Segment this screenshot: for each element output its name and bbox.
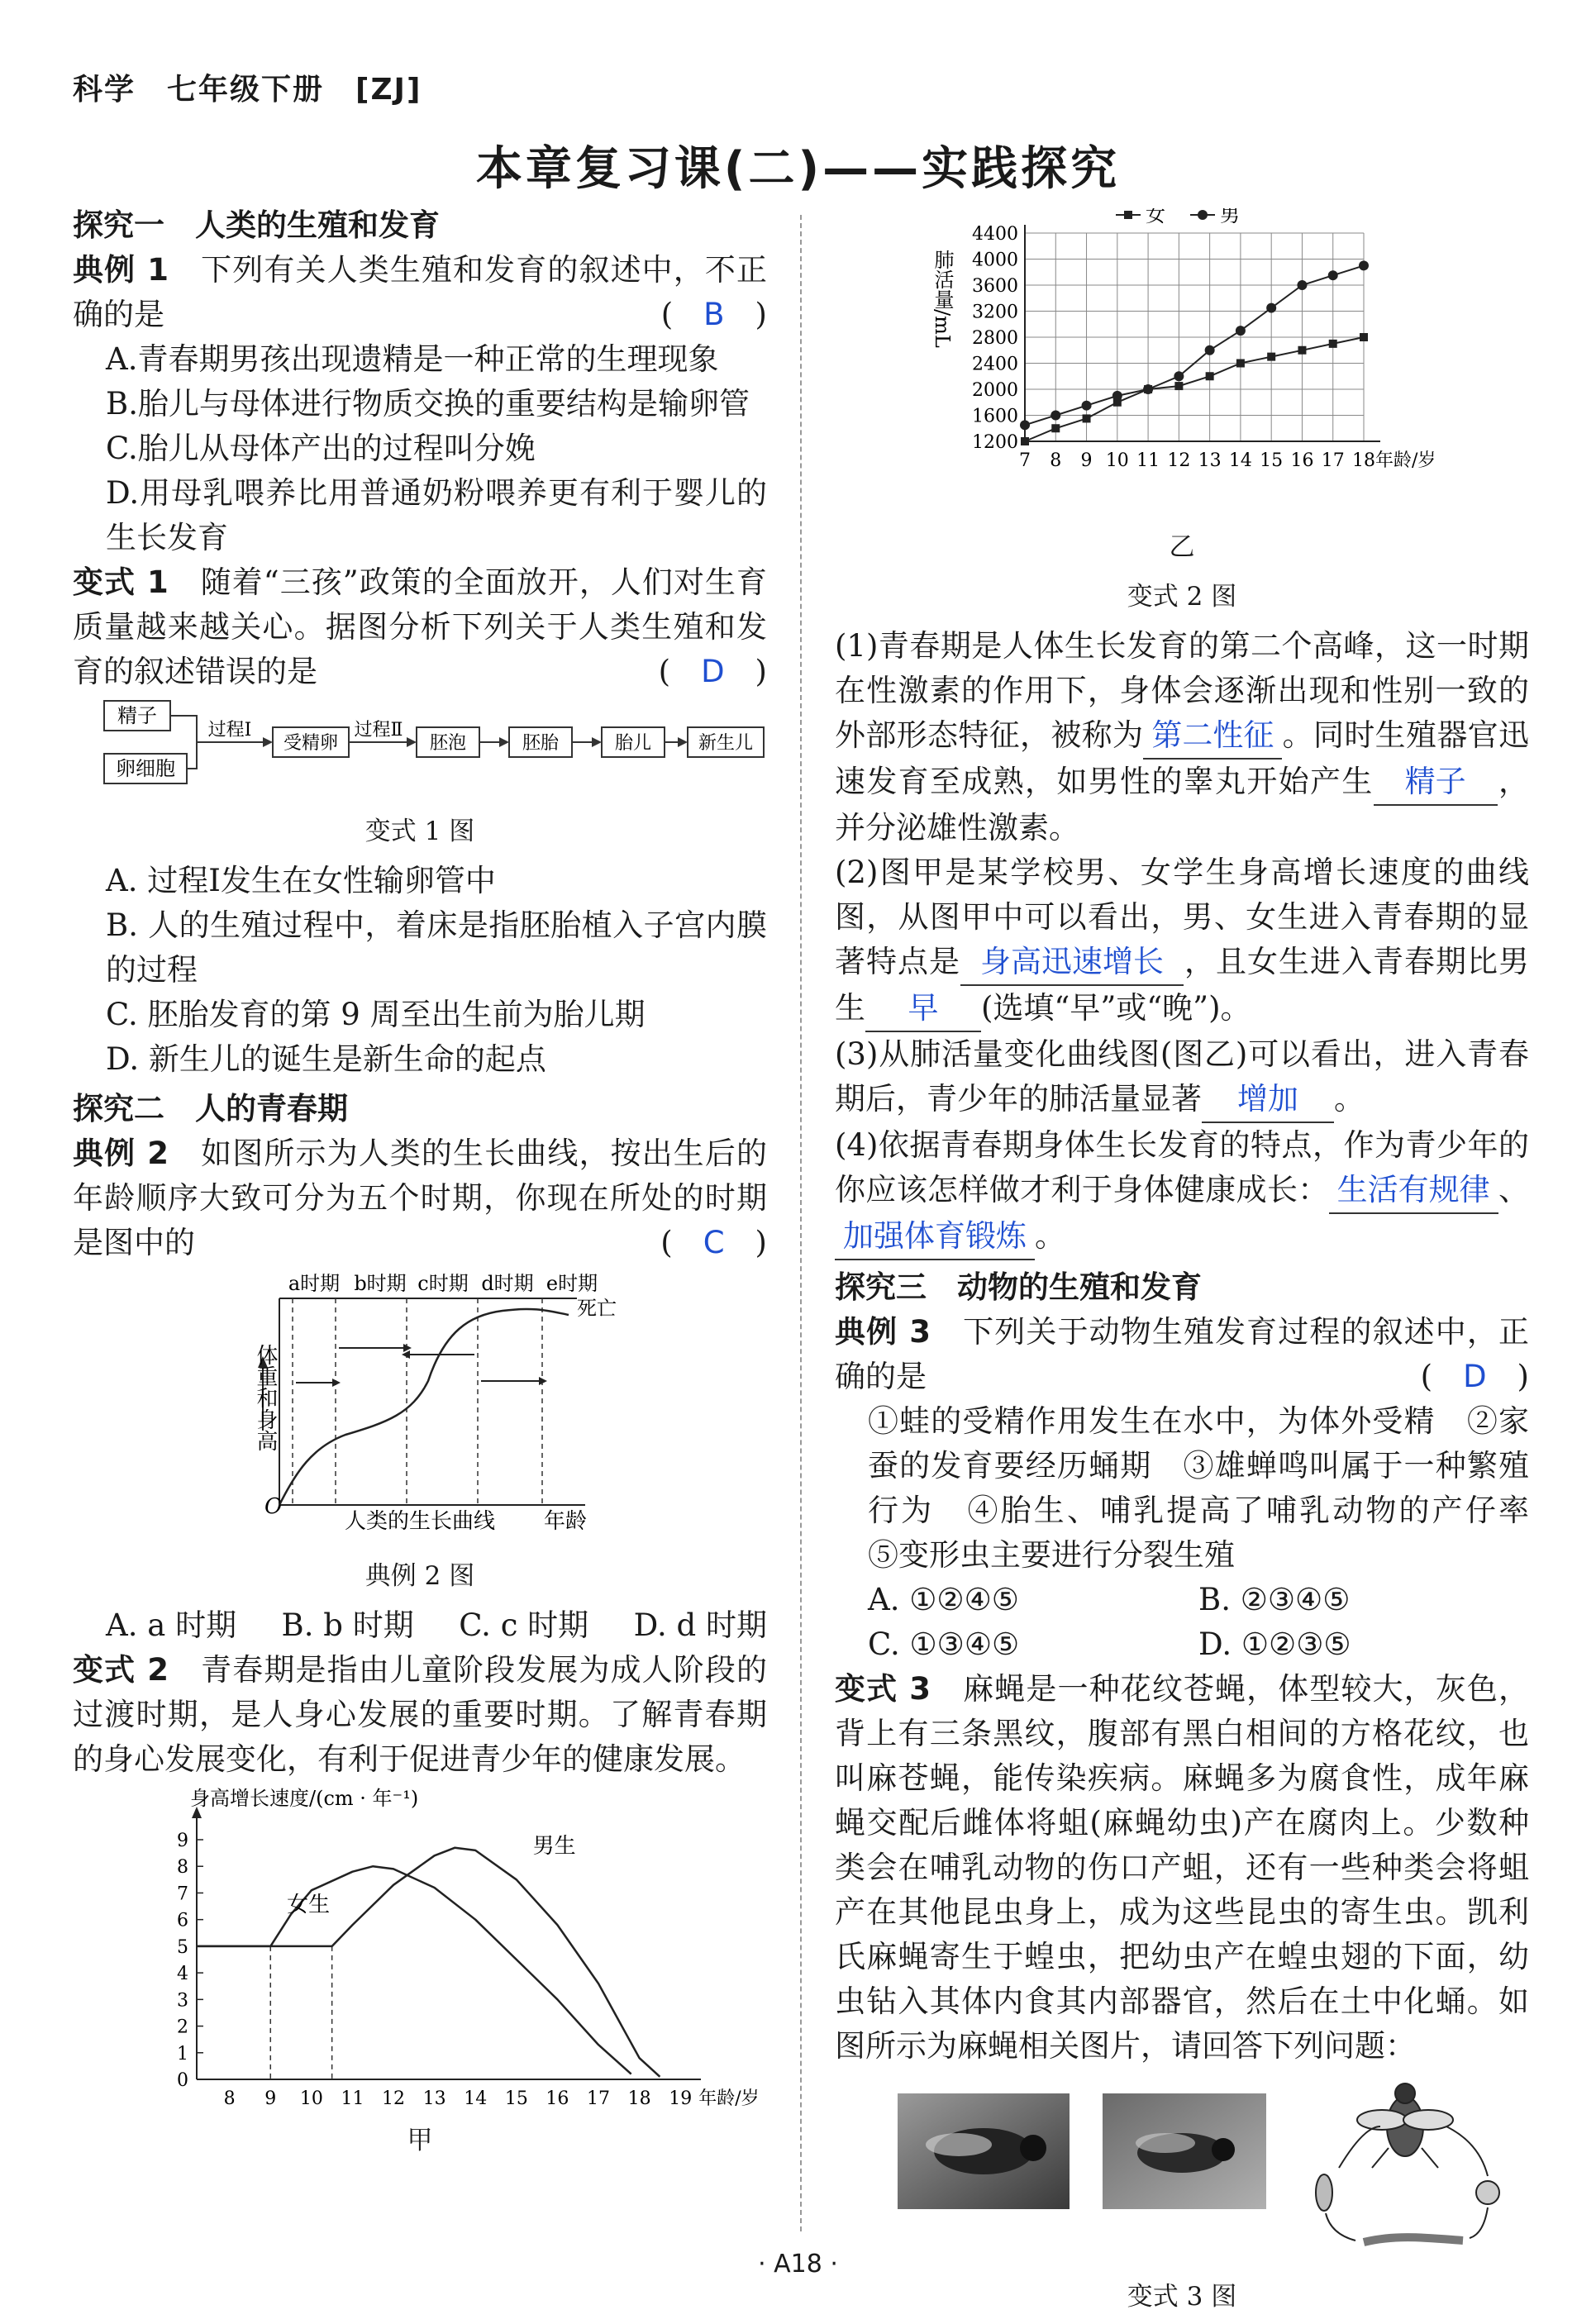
flow-sperm: 精子	[117, 704, 157, 727]
variant-3-stem: 变式 3 麻蝇是一种花纹苍蝇，体型较大，灰色，背上有三条黑纹，腹部有黑白相间的方格花纹，也叫麻苍蝇，能传染疾病。麻蝇多为腐食性，成年麻蝇交配后雌体将蛆(麻蝇幼虫)产在腐肉上。少数种类会在哺乳动物的伤口产蛆，还有一些种类会将蛆产在其他昆虫身上，成为这些昆虫的寄生虫。凯利氏麻蝇寄生于蝗虫，把幼虫产在蝗虫翅的下面，幼虫钻入其体内食其内部器官，然后在土中化蛹。如图所示为麻蝇相关图片，请回答下列问题：	[835, 1671, 1529, 2064]
option: A. a 时期	[106, 1607, 237, 1643]
data-point	[1174, 371, 1184, 381]
y-tick-label: 1200	[972, 432, 1018, 453]
x-tick-label: 16	[545, 2088, 569, 2109]
legend-label: 女	[1146, 208, 1165, 226]
option: C. 胚胎发育的第 9 周至出生前为胎儿期	[106, 997, 646, 1032]
x-tick-label: 9	[1080, 450, 1093, 471]
data-point	[1051, 411, 1060, 421]
death-label: 死亡	[577, 1297, 617, 1320]
flow-embryo: 胚胎	[522, 733, 560, 754]
y-tick-label: 3	[177, 1990, 188, 2012]
data-point	[1051, 424, 1060, 432]
example-3-stem: 典例 3 下列关于动物生殖发育过程的叙述中，正确的是 ( D )	[835, 1310, 1529, 1399]
x-tick-label: 15	[504, 2088, 528, 2109]
chart-title: 身高增长速度/(cm · 年⁻¹)	[190, 1787, 419, 1810]
page-title: 本章复习课(二)——实践探究	[475, 142, 1121, 196]
book-header: 科学 七年级下册 [ZJ]	[73, 73, 422, 107]
question-2: (2)图甲是某学校男、女学生身高增长速度的曲线图，从图甲中可以看出，男、女生进入青春期的显著特点是 身高迅速增长 ，且女生进入青春期比男生 早 (选填“早”或“晚”)。	[835, 850, 1529, 1032]
x-tick-label: 7	[1019, 450, 1031, 471]
data-point	[1174, 382, 1183, 390]
y-tick-label: 3200	[972, 302, 1018, 323]
option: B. 人的生殖过程中，着床是指胚胎植入子宫内膜的过程	[106, 907, 767, 988]
section-1-heading: 探究一 人类的生殖和发育	[73, 207, 440, 243]
x-tick-label: 17	[1321, 450, 1345, 471]
legend-label: 男	[1220, 208, 1240, 226]
reproduction-flowchart	[73, 694, 767, 793]
data-point	[1083, 414, 1091, 422]
fly-life-cycle	[1316, 2084, 1499, 2242]
y-tick-label: 3600	[972, 276, 1018, 297]
fly-photo-1	[898, 2093, 1070, 2209]
flow-process-2: 过程Ⅱ	[354, 720, 403, 741]
series-line	[197, 1848, 660, 2077]
data-point	[1236, 326, 1246, 336]
option: C. c 时期	[459, 1607, 589, 1643]
x-tick-label: 11	[1136, 450, 1160, 471]
option: D. d 时期	[633, 1607, 767, 1643]
x-axis-label: 年龄/岁	[698, 2088, 760, 2109]
x-tick-label: 15	[1260, 450, 1284, 471]
data-point	[1298, 346, 1306, 355]
answer-value: B	[703, 297, 725, 332]
chart-title: 肺活量/mL	[931, 250, 954, 348]
y-tick-label: 1600	[972, 406, 1018, 427]
option: C.胎儿从母体产出的过程叫分娩	[106, 431, 536, 466]
answer-value: D	[1463, 1359, 1487, 1394]
option: B.胎儿与母体进行物质交换的重要结构是输卵管	[106, 386, 750, 421]
data-point	[1359, 260, 1369, 270]
example-1-options	[73, 337, 767, 560]
lung-capacity-chart	[835, 208, 1529, 522]
period-label-a: a时期	[288, 1272, 341, 1295]
legend-marker	[1124, 211, 1132, 219]
flow-egg: 卵细胞	[116, 757, 175, 780]
data-point	[1206, 372, 1214, 380]
growth-curve-label: 人类的生长曲线	[344, 1509, 496, 1534]
option: A. ①②④⑤	[868, 1582, 1019, 1617]
question-3: (3)从肺活量变化曲线图(图乙)可以看出，进入青春期后，青少年的肺活量显著 增加 。	[835, 1032, 1529, 1123]
answer-bracket: ( D )	[658, 654, 767, 689]
y-tick-label: 9	[177, 1831, 188, 1851]
growth-curve-figure	[73, 1265, 767, 1538]
x-tick-label: 19	[669, 2088, 693, 2109]
answer-value: C	[703, 1225, 725, 1260]
x-tick-label: 18	[1352, 450, 1375, 471]
example-1-stem: 典例 1 下列有关人类生殖和发育的叙述中，不正确的是 ( B )	[73, 248, 767, 337]
series-label: 男生	[532, 1834, 576, 1860]
x-tick-label: 14	[464, 2088, 488, 2109]
y-tick-label: 6	[177, 1910, 188, 1931]
example-2-stem: 典例 2 如图所示为人类的生长曲线，按出生后的年龄顺序大致可分为五个时期，你现在所处的时期是图中的 ( C )	[73, 1131, 767, 1265]
right-column	[835, 208, 1560, 2324]
answer-value: D	[701, 654, 725, 689]
y-tick-label: 4	[177, 1964, 188, 1985]
x-tick-label: 14	[1228, 450, 1252, 471]
growth-ylabel: 体重和身高	[253, 1344, 278, 1451]
x-tick-label: 10	[1105, 450, 1129, 471]
question-4: (4)依据青春期身体生长发育的特点，作为青少年的你应该怎样做才利于身体健康成长： 生活有规律 、加强体育锻炼 。	[835, 1123, 1529, 1260]
example-3-items: ①蛙的受精作用发生在水中，为体外受精 ②家蚕的发育要经历蛹期 ③雄蝉鸣叫属于一种繁殖行为 ④胎生、哺乳提高了哺乳动物的产仔率 ⑤变形虫主要进行分裂生殖	[868, 1403, 1560, 1573]
data-point	[1329, 340, 1337, 348]
data-point	[1297, 280, 1307, 290]
y-tick-label: 7	[177, 1883, 188, 1905]
page-number: · A18 ·	[758, 2250, 838, 2279]
x-tick-label: 8	[223, 2088, 236, 2109]
data-point	[1360, 333, 1368, 341]
option: D. ①②③⑤	[1198, 1626, 1351, 1662]
flow-fetus: 胎儿	[614, 733, 652, 754]
example-3-options	[835, 1578, 1529, 1667]
answer-blank: 精子	[1374, 760, 1498, 806]
period-label-e: e时期	[545, 1272, 598, 1295]
data-point	[1267, 353, 1275, 361]
section-3-heading: 探究三 动物的生殖和发育	[835, 1269, 1202, 1305]
answer-bracket: ( C )	[660, 1225, 767, 1260]
variant-3-caption: 变式 3 图	[1127, 2282, 1237, 2312]
answer-blank: 生活有规律	[1329, 1168, 1498, 1214]
series-line	[1025, 265, 1364, 425]
variant-1-caption: 变式 1 图	[364, 817, 475, 846]
x-tick-label: 12	[1167, 450, 1191, 471]
variant-1-options	[73, 859, 767, 1082]
variant-2-stem: 变式 2 青春期是指由儿童阶段发展为成人阶段的过渡时期，是人身心发展的重要时期。了解青春期的身心发展变化，有利于促进青少年的健康发展。	[73, 1652, 767, 1777]
x-axis-label: 年龄/岁	[1375, 450, 1436, 471]
example-2-options	[73, 1603, 767, 1648]
option: C. ①③④⑤	[868, 1626, 1020, 1662]
y-tick-label: 2400	[972, 354, 1018, 375]
data-point	[1020, 420, 1030, 430]
y-tick-label: 5	[177, 1936, 188, 1958]
question-1: (1)青春期是人体生长发育的第二个高峰，这一时期在性激素的作用下，身体会逐渐出现和性别一致的外部形态特征，被称为 第二性征 。同时生殖器官迅速发育至成熟，如男性的睾丸开始产生 精子 ，并分泌雄性激素。	[835, 628, 1530, 845]
section-2-heading: 探究二 人的青春期	[73, 1091, 348, 1126]
data-point	[1143, 384, 1153, 394]
y-tick-label: 8	[177, 1857, 188, 1879]
data-point	[1205, 345, 1215, 355]
period-label-c: c时期	[417, 1272, 469, 1295]
height-growth-chart	[73, 1782, 767, 2112]
chart-jia-caption: 甲	[407, 2126, 433, 2155]
option: A.青春期男孩出现遗精是一种正常的生理现象	[106, 341, 719, 377]
y-tick-label: 1	[177, 2043, 188, 2064]
left-column	[73, 198, 767, 2168]
x-tick-label: 12	[382, 2088, 406, 2109]
answer-blank: 早	[865, 986, 981, 1032]
chart-yi-label: 乙	[1169, 532, 1195, 562]
option: A. 过程Ⅰ发生在女性输卵管中	[106, 863, 496, 898]
variant-1-stem: 变式 1 随着“三孩”政策的全面放开，人们对生育质量越来越关心。据图分析下列关于人类生殖和发育的叙述错误的是 ( D )	[73, 560, 767, 694]
data-point	[1236, 360, 1245, 368]
y-tick-label: 2	[177, 2017, 188, 2038]
flow-blastocyst: 胚泡	[429, 733, 467, 754]
growth-xlabel: 年龄	[544, 1509, 588, 1534]
data-point	[1021, 437, 1029, 445]
y-tick-label: 2800	[972, 328, 1018, 349]
column-divider	[800, 215, 802, 2231]
x-tick-label: 9	[264, 2088, 277, 2109]
answer-blank: 增加	[1202, 1077, 1334, 1123]
answer-blank: 身高迅速增长	[960, 940, 1184, 986]
answer-bracket: ( D )	[1420, 1359, 1529, 1394]
x-tick-label: 10	[299, 2088, 323, 2109]
flow-process-1: 过程Ⅰ	[207, 720, 252, 741]
period-label-d: d时期	[481, 1272, 534, 1295]
option: D.用母乳喂养比用普通奶粉喂养更有利于婴儿的生长发育	[106, 475, 767, 555]
flow-newborn: 新生儿	[698, 733, 754, 754]
x-tick-label: 13	[422, 2088, 446, 2109]
fly-photo-2	[1103, 2093, 1266, 2209]
answer-bracket: ( B )	[660, 297, 767, 332]
variant-2-caption: 变式 2 图	[1127, 582, 1237, 612]
legend-marker	[1198, 210, 1208, 220]
period-label-b: b时期	[354, 1272, 407, 1295]
answer-blank: 加强体育锻炼	[835, 1214, 1035, 1260]
option: D. 新生儿的诞生是新生命的起点	[106, 1041, 546, 1077]
series-line	[197, 1866, 631, 2074]
series-label: 女生	[287, 1893, 331, 1917]
answer-blank: 第二性征	[1143, 713, 1282, 760]
x-tick-label: 16	[1290, 450, 1314, 471]
flow-zygote: 受精卵	[283, 733, 339, 754]
y-tick-label: 4000	[972, 250, 1018, 271]
data-point	[1082, 401, 1092, 411]
x-tick-label: 18	[627, 2088, 651, 2109]
example-2-caption: 典例 2 图	[364, 1561, 475, 1591]
y-tick-label: 4400	[972, 224, 1018, 245]
x-tick-label: 17	[587, 2088, 611, 2109]
data-point	[1328, 270, 1338, 280]
x-tick-label: 13	[1198, 450, 1222, 471]
data-point	[1112, 391, 1122, 401]
data-point	[1266, 303, 1276, 313]
fly-figures	[835, 2069, 1529, 2259]
option: B. b 时期	[281, 1607, 414, 1643]
growth-curve	[279, 1309, 569, 1505]
x-tick-label: 11	[341, 2088, 364, 2109]
y-tick-label: 2000	[972, 380, 1018, 401]
x-tick-label: 8	[1050, 450, 1062, 471]
y-tick-label: 0	[177, 2070, 188, 2091]
option: B. ②③④⑤	[1198, 1582, 1351, 1617]
growth-origin: O	[264, 1494, 283, 1519]
